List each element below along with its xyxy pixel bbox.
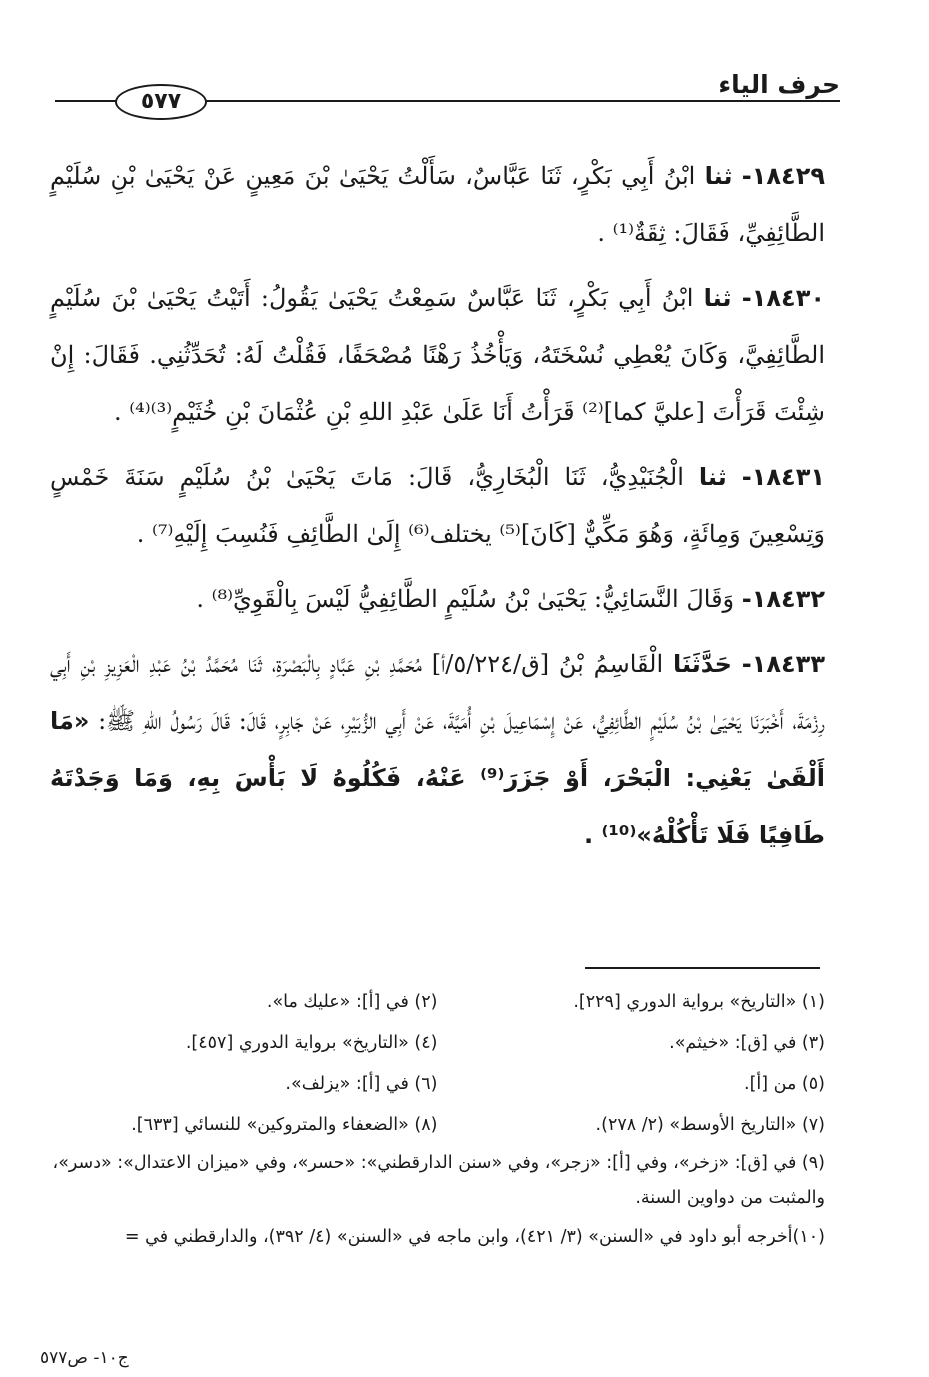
chapter-title: حرف الياء <box>718 70 840 99</box>
entry-number: ١٨٤٢٩- <box>741 162 825 190</box>
footnote-5: (٥) من [أ]. <box>744 1074 825 1094</box>
entry-text: الْجُنَيْدِيُّ، ثَنَا الْبُخَارِيُّ، قَالَ: مَاتَ يَحْيَىٰ بْنُ سُلَيْمٍ سَنَةَ خَمْسٍ وَتِسْعِينَ وَمِائَةٍ، وَهُوَ مَكِّيٌّ [كَانَ]⁽⁵⁾ يختلف⁽⁶⁾ إِلَىٰ الطَّائِفِ فَنُسِبَ إِلَيْهِ⁽⁷⁾ . <box>50 463 825 548</box>
entry-number: ١٨٤٣٣- <box>741 650 825 678</box>
entry-18433 <box>50 636 825 864</box>
footnote-9: (٩) في [ق]: «زخر»، وفي [أ]: «زجر»، وفي «سنن الدارقطني»: «حسر»، وفي «ميزان الاعتدال»: «دسر»، والمثبت من دواوين السنة. <box>52 1153 825 1208</box>
footnotes <box>50 982 825 1259</box>
entry-text: ابْنُ أَبِي بَكْرٍ، ثَنَا عَبَّاسٌ سَمِعْتُ يَحْيَىٰ يَقُولُ: أَتَيْتُ يَحْيَىٰ بْنَ سُلَيْمٍ الطَّائِفِيَّ، وَكَانَ يُعْطِي نُسْخَتَهُ، وَيَأْخُذُ رَهْنًا مُصْحَفًا، فَقُلْتُ لَهُ: تُحَدِّثُنِي. فَقَالَ: إِنْ شِئْتَ قَرَأْتَ [عليَّ كما]⁽²⁾ قَرَأْتُ أَنَا عَلَىٰ عَبْدِ اللهِ بْنِ عُثْمَانَ بْنِ خُثَيْمٍ⁽³⁾⁽⁴⁾ . <box>50 284 825 426</box>
entry-number: ١٨٤٣٠- <box>741 284 825 312</box>
footnote-4: (٤) «التاريخ» برواية الدوري [٤٥٧]. <box>185 1033 438 1053</box>
footnote-1: (١) «التاريخ» برواية الدوري [٢٢٩]. <box>573 992 825 1012</box>
footnote-2: (٢) في [أ]: «عليك ما». <box>266 992 438 1012</box>
footnote-8: (٨) «الضعفاء والمتروكين» للنسائي [٦٣٣]. <box>131 1115 438 1135</box>
footnote-row <box>50 1105 825 1146</box>
page-footer-reference: ج١٠- ص٥٧٧ <box>40 1348 129 1368</box>
footnote-7: (٧) «التاريخ الأوسط» (٢/ ٢٧٨). <box>595 1115 825 1135</box>
footnote-row <box>50 1023 825 1064</box>
footnote-row <box>50 1064 825 1105</box>
entry-keyword: ثنا <box>704 162 733 190</box>
entry-number: ١٨٤٣١- <box>741 463 825 491</box>
footnote-separator <box>585 967 820 969</box>
entry-18429 <box>50 148 825 262</box>
page-header <box>55 70 840 130</box>
entry-18430 <box>50 270 825 441</box>
footnote-row <box>50 982 825 1023</box>
entry-18432 <box>50 571 825 628</box>
entry-text: الْقَاسِمُ بْنُ [ق/٥/٢٢٤/أ] مُحَمَّدِ بْنِ عَبَّادٍ بِالْبَصْرَةِ، ثَنَا مُحَمَّدُ بْنُ عَبْدِ الْعَزِيزِ بْنِ أَبِي رِزْمَةَ، أَخْبَرَنَا يَحْيَىٰ بْنُ سُلَيْمٍ الطَّائِفِيُّ، عَنْ إِسْمَاعِيلَ بْنِ أُمَيَّةَ، عَنْ أَبِي الزُّبَيْرِ، عَنْ جَابِرٍ، قَالَ: قَالَ رَسُولُ اللهِ ﷺ: <box>50 650 825 735</box>
entry-text: وَقَالَ النَّسَائِيُّ: يَحْيَىٰ بْنُ سُلَيْمٍ الطَّائِفِيُّ لَيْسَ بِالْقَوِيِّ⁽⁸⁾ . <box>196 585 735 613</box>
entry-keyword: ثنا <box>698 463 727 491</box>
entry-number: ١٨٤٣٢- <box>741 585 825 613</box>
entry-text: ابْنُ أَبِي بَكْرٍ، ثَنَا عَبَّاسٌ، سَأَلْتُ يَحْيَىٰ بْنَ مَعِينٍ عَنْ يَحْيَىٰ بْنِ سُلَيْمٍ الطَّائِفِيِّ، فَقَالَ: ثِقَةٌ⁽¹⁾ . <box>50 162 825 247</box>
footnote-3: (٣) في [ق]: «خيثم». <box>669 1033 825 1053</box>
footnote-10: (١٠)أخرجه أبو داود في «السنن» (٣/ ٤٢١)، وابن ماجه في «السنن» (٤/ ٣٩٢)، والدارقطني في = <box>124 1227 825 1247</box>
hadith-text: «مَا أَلْقَىٰ يَعْنِي: الْبَحْرَ، أَوْ جَزَرَ⁽⁹⁾ عَنْهُ، فَكُلُوهُ لَا بَأْسَ بِهِ، وَمَا وَجَدْتَهُ طَافِيًا فَلَا تَأْكُلْهُ»⁽¹⁰⁾ . <box>50 707 825 849</box>
entry-keyword: حَدَّثَنَا <box>672 650 732 678</box>
footnote-6: (٦) في [أ]: «يزلف». <box>285 1074 438 1094</box>
page-number-badge: ٥٧٧ <box>115 84 207 120</box>
main-text <box>50 148 825 872</box>
entry-keyword: ثنا <box>703 284 732 312</box>
entry-18431 <box>50 449 825 563</box>
